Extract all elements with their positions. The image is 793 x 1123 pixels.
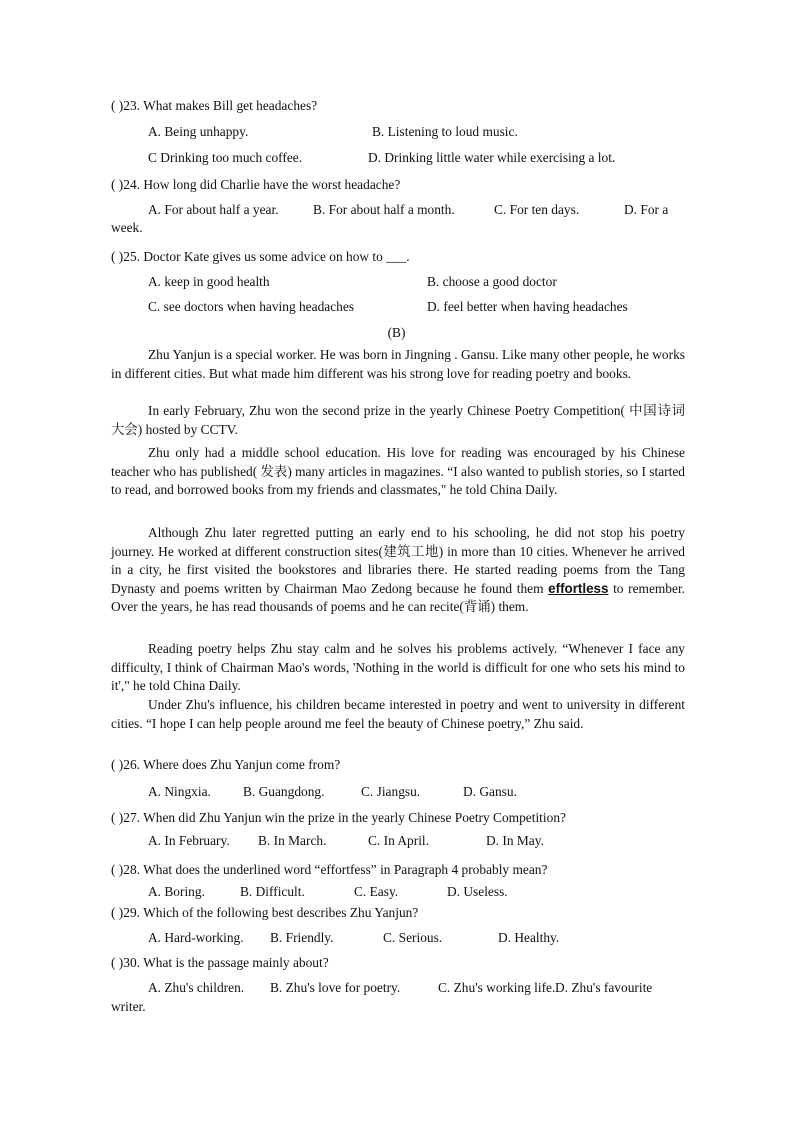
question-28-stem: ( )28. What does the underlined word “effortfess” in Paragraph 4 probably mean?: [111, 862, 548, 877]
q26-option-b[interactable]: B. Guangdong.: [243, 784, 325, 799]
q28-option-d[interactable]: D. Useless.: [447, 884, 508, 899]
question-23-stem: ( )23. What makes Bill get headaches?: [111, 98, 318, 113]
question-27-stem: ( )27. When did Zhu Yanjun win the prize in the yearly Chinese Poetry Competition?: [111, 810, 566, 825]
q25-option-c[interactable]: C. see doctors when having headaches: [148, 299, 354, 314]
q27-option-b[interactable]: B. In March.: [258, 833, 327, 848]
q26-option-a[interactable]: A. Ningxia.: [148, 784, 211, 799]
q30-option-b[interactable]: B. Zhu's love for poetry.: [270, 980, 401, 995]
q30-option-c[interactable]: C. Zhu's working life.: [438, 980, 556, 995]
q23-option-b[interactable]: B. Listening to loud music.: [372, 124, 518, 139]
q26-option-d[interactable]: D. Gansu.: [463, 784, 517, 799]
q23-option-d[interactable]: D. Drinking little water while exercising a lot.: [368, 150, 616, 165]
passage-paragraph-2: In early February, Zhu won the second prize in the yearly Chinese Poetry Competition( 中国诗词大会) hosted by CCTV.: [111, 403, 685, 437]
passage-paragraph-5: Reading poetry helps Zhu stay calm and he solves his problems actively. “Whenever I face any difficulty, I think of Chairman Mao's words, 'Nothing in the world is difficult for one who sets his mind to it'," he told China Daily.: [111, 641, 685, 694]
q24-option-c[interactable]: C. For ten days.: [494, 202, 580, 217]
q27-option-a[interactable]: A. In February.: [148, 833, 230, 848]
question-29-stem: ( )29. Which of the following best describes Zhu Yanjun?: [111, 905, 419, 920]
passage-paragraph-1: Zhu Yanjun is a special worker. He was born in Jingning . Gansu. Like many other people, he works in different cities. But what made him different was his strong love for reading poetry and books.: [111, 347, 685, 381]
passage-paragraph-3: Zhu only had a middle school education. His love for reading was encouraged by his Chinese teacher who has published( 发表) many articles in magazines. “I also wanted to publish stories, so I started to read, and borrowed books from my friends and classmates," he told China Daily.: [111, 445, 685, 498]
question-25-stem: ( )25. Doctor Kate gives us some advice on how to ___.: [111, 249, 410, 264]
q27-option-d[interactable]: D. In May.: [486, 833, 544, 848]
q29-option-b[interactable]: B. Friendly.: [270, 930, 334, 945]
question-30-stem: ( )30. What is the passage mainly about?: [111, 955, 329, 970]
question-25-options-row-1: [148, 274, 557, 290]
q28-option-b[interactable]: B. Difficult.: [240, 884, 305, 899]
q25-option-a[interactable]: A. keep in good health: [148, 274, 270, 289]
q30-option-d-continued: writer.: [111, 999, 146, 1014]
paragraph-4-text-start: Although Zhu later regretted putting an early end to his schooling, he did not stop his poetry journey. He worked at different construction sites(建筑工地) in more than 10 cities. Whenever he arrived in a city, he first visited the bookstores and libraries there. He started reading poems from the Tang Dynasty and poems written by Chairman Mao Zedong because he found them: [111, 525, 685, 596]
q24-option-b[interactable]: B. For about half a month.: [313, 202, 455, 217]
q25-option-b[interactable]: B. choose a good doctor: [427, 274, 557, 289]
question-23-options-row-1: [148, 124, 518, 140]
q29-option-d[interactable]: D. Healthy.: [498, 930, 560, 945]
question-24-stem: ( )24. How long did Charlie have the worst headache?: [111, 177, 401, 192]
paragraph-4-text-end: to remember. Over the years, he has read thousands of poems and he can recite(背诵) them.: [111, 580, 686, 615]
question-26-options-row: [148, 784, 517, 800]
question-27-options-row: [148, 833, 544, 849]
question-25-options-row-2: [148, 299, 628, 315]
question-23-options-row-2: [148, 150, 615, 166]
q28-option-a[interactable]: A. Boring.: [148, 884, 205, 899]
question-29-options-row: [148, 930, 559, 946]
q30-option-a[interactable]: A. Zhu's children.: [148, 980, 245, 995]
q25-option-d[interactable]: D. feel better when having headaches: [427, 299, 628, 314]
question-24-options-row: [148, 202, 668, 218]
q28-option-c[interactable]: C. Easy.: [354, 884, 399, 899]
q30-option-d[interactable]: D. Zhu's favourite: [555, 980, 653, 995]
q26-option-c[interactable]: C. Jiangsu.: [361, 784, 421, 799]
q24-option-d-continued: week.: [111, 220, 143, 235]
q29-option-c[interactable]: C. Serious.: [383, 930, 443, 945]
passage-paragraph-4: [111, 524, 685, 617]
section-heading: (B): [387, 325, 406, 340]
underlined-word: effortless: [548, 580, 609, 596]
question-30-options-row: [148, 980, 652, 996]
q27-option-c[interactable]: C. In April.: [368, 833, 430, 848]
question-26-stem: ( )26. Where does Zhu Yanjun come from?: [111, 757, 341, 772]
q24-option-d[interactable]: D. For a: [624, 202, 669, 217]
q29-option-a[interactable]: A. Hard-working.: [148, 930, 244, 945]
q23-option-a[interactable]: A. Being unhappy.: [148, 124, 249, 139]
question-28-options-row: [148, 884, 508, 900]
q24-option-a[interactable]: A. For about half a year.: [148, 202, 279, 217]
q23-option-c[interactable]: C Drinking too much coffee.: [148, 150, 303, 165]
passage-paragraph-6: Under Zhu's influence, his children became interested in poetry and went to university in different cities. “I hope I can help people around me feel the beauty of Chinese poetry,” Zhu said.: [111, 697, 685, 731]
